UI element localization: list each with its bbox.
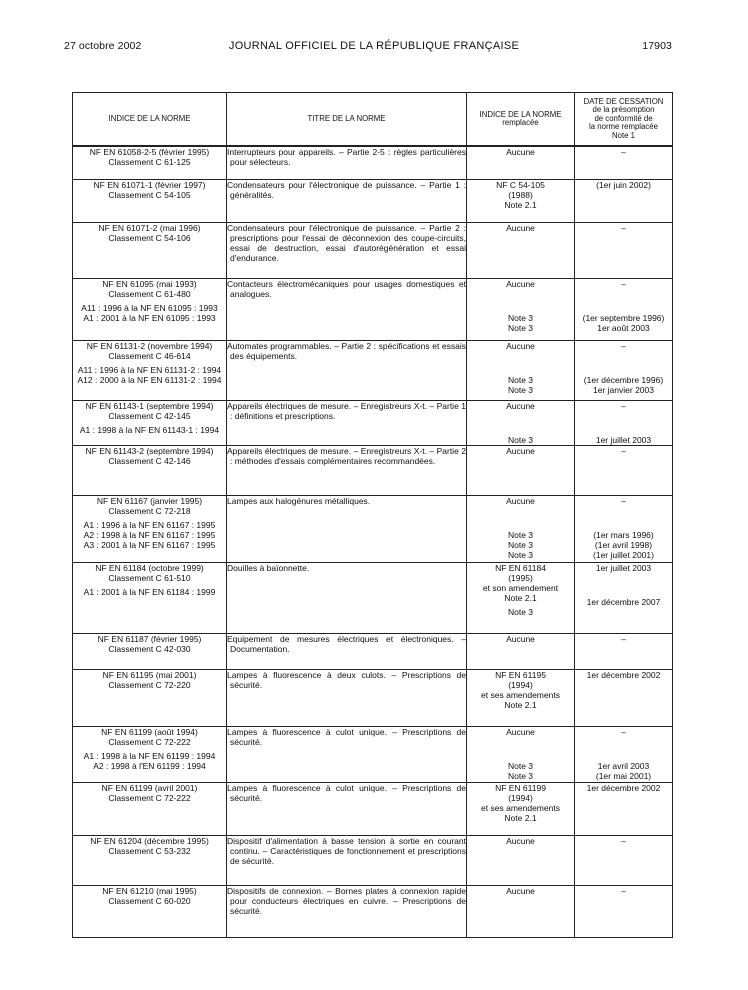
norm-index-cell: [73, 633, 227, 669]
norm-index-line: Classement C 72-218: [108, 505, 191, 516]
norm-index-line: NF EN 61143-2 (septembre 1994): [85, 445, 214, 456]
replaced-amendment-line: Note 3: [507, 312, 534, 323]
norm-title-cell: [227, 726, 467, 782]
replaced-line: et son amendement: [482, 582, 559, 593]
norm-index-line: NF EN 61187 (février 1995): [97, 633, 202, 644]
replaced-line: (1995): [508, 572, 533, 583]
norm-title-cell: [227, 222, 467, 278]
replaced-line: Note 2.1: [504, 812, 537, 823]
replaced-line: (1988): [508, 189, 533, 200]
replaced-amendment-line: Note 3: [507, 770, 534, 781]
norm-index-cell: [73, 885, 227, 937]
norm-title: Condensateurs pour l'électronique de puissance. – Partie 2 : prescriptions pour l'essai de déconnexion des coupe-circuits, essai de destruction, essai d'autorégénération et essai d'endurance.: [227, 222, 466, 263]
norm-index-cell: [73, 222, 227, 278]
table-row: [73, 340, 673, 400]
norm-index-line: Classement C 60-020: [108, 895, 191, 906]
replaced-line: NF C 54-105: [496, 179, 545, 190]
amendment-line: A1 : 1998 à la NF EN 61199 : 1994: [83, 750, 216, 761]
replaced-norm-cell: [467, 222, 575, 278]
table-row: [73, 782, 673, 835]
replaced-line: Aucune: [506, 278, 535, 289]
norm-index-line: Classement C 54-106: [108, 232, 191, 243]
date-line: –: [621, 633, 626, 644]
replaced-norm-cell: [467, 445, 575, 495]
norm-index-line: NF EN 61199 (avril 2001): [101, 782, 198, 793]
norm-title-cell: [227, 633, 467, 669]
replaced-amendment-line: Note 3: [507, 539, 534, 550]
date-amendment-line: 1er janvier 2003: [593, 384, 654, 395]
replaced-line: et ses amendements: [481, 802, 560, 813]
norm-title: Lampes à fluorescence à culot unique. – Prescriptions de sécurité.: [227, 782, 466, 803]
col-header-replaced: INDICE DE LA NORME remplacée: [467, 93, 575, 147]
norm-index-line: Classement C 42-030: [108, 643, 191, 654]
cessation-date-cell: [575, 445, 673, 495]
norm-title-cell: [227, 885, 467, 937]
norm-index-cell: [73, 562, 227, 633]
norm-index-line: NF EN 61167 (janvier 1995): [96, 495, 203, 506]
replaced-amendment-line: Note 3: [507, 606, 534, 617]
table-row: [73, 835, 673, 885]
cessation-date-cell: [575, 278, 673, 340]
norm-title: Lampes à fluorescence à deux culots. – Prescriptions de sécurité.: [227, 669, 466, 690]
amendment-line: A1 : 2001 à la NF EN 61184 : 1999: [83, 586, 216, 597]
table-row: [73, 445, 673, 495]
cessation-date-cell: [575, 340, 673, 400]
amendment-line: A2 : 1998 à l'EN 61199 : 1994: [93, 760, 206, 771]
amendment-line: A1 : 1998 à la NF EN 61143-1 : 1994: [79, 424, 220, 435]
date-amendment-line: 1er avril 2003: [597, 760, 650, 771]
norm-title: Interrupteurs pour appareils. – Partie 2-5 : règles particulières pour sélecteurs.: [227, 147, 466, 167]
norm-index-line: NF EN 61204 (décembre 1995): [90, 835, 209, 846]
cessation-date-cell: [575, 495, 673, 562]
norm-index-cell: [73, 400, 227, 445]
replaced-line: Note 2.1: [504, 592, 537, 603]
table-row: [73, 278, 673, 340]
replaced-line: Note 2.1: [504, 199, 537, 210]
norm-index-line: NF EN 61058-2-5 (février 1995): [89, 147, 210, 157]
norm-index-cell: [73, 340, 227, 400]
norm-index-cell: [73, 782, 227, 835]
norm-title-cell: [227, 340, 467, 400]
norm-title: Dispositif d'alimentation à basse tension à sortie en courant continu. – Caractéristiques de fonctionnement et prescriptions de sécurité.: [227, 835, 466, 866]
replaced-line: Aucune: [506, 445, 535, 456]
norm-index-line: Classement C 46-614: [108, 350, 191, 361]
replaced-norm-cell: [467, 278, 575, 340]
norm-index-line: Classement C 54-105: [108, 189, 191, 200]
cessation-date-cell: [575, 726, 673, 782]
norm-title: Appareils électriques de mesure. – Enregistreurs X-t. – Partie 1 : définitions et prescriptions.: [227, 400, 466, 421]
norm-title: Dispositifs de connexion. – Bornes plates à connexion rapide pour conducteurs électriques en cuivre. – Prescriptions de sécurité.: [227, 885, 466, 916]
replaced-line: (1994): [508, 679, 533, 690]
norm-index-cell: [73, 445, 227, 495]
replaced-amendment-line: Note 3: [507, 322, 534, 333]
date-line: 1er décembre 2002: [586, 669, 661, 680]
norm-index-line: NF EN 61184 (octobre 1999): [95, 562, 204, 573]
date-amendment-line: 1er décembre 2007: [586, 596, 661, 607]
date-amendment-line: (1er avril 1998): [594, 539, 653, 550]
norm-title-cell: [227, 400, 467, 445]
norm-index-line: NF EN 61199 (août 1994): [101, 726, 198, 737]
norm-title-cell: [227, 179, 467, 222]
norm-title: Lampes aux halogénures métalliques.: [227, 495, 371, 506]
date-amendment-line: 1er juillet 2003: [595, 434, 652, 445]
norm-title: Condensateurs pour l'électronique de puissance. – Partie 1 : généralités.: [227, 179, 466, 200]
date-amendment-line: (1er mars 1996): [593, 529, 654, 540]
replaced-norm-cell: [467, 885, 575, 937]
replaced-norm-cell: [467, 146, 575, 179]
header-date: 27 octobre 2002: [64, 40, 142, 52]
date-line: –: [621, 340, 626, 351]
table-row: [73, 146, 673, 179]
table-row: [73, 495, 673, 562]
norm-title: Douilles à baïonnette.: [227, 562, 310, 573]
replaced-amendment-line: Note 3: [507, 374, 534, 385]
norm-index-line: Classement C 42-146: [108, 455, 191, 466]
cessation-date-cell: [575, 633, 673, 669]
replaced-line: Aucune: [506, 885, 535, 896]
norm-index-cell: [73, 179, 227, 222]
date-line: –: [621, 885, 626, 896]
replaced-norm-cell: [467, 782, 575, 835]
table-row: [73, 562, 673, 633]
norm-title: Contacteurs électromécaniques pour usages domestiques et analogues.: [227, 278, 466, 299]
replaced-line: NF EN 61195: [495, 669, 546, 680]
norm-title: Appareils électriques de mesure. – Enregistreurs X-t. – Partie 2 : méthodes d'essais complémentaires recommandées.: [227, 445, 466, 466]
norm-title: Lampes à fluorescence à culot unique. – Prescriptions de sécurité.: [227, 726, 466, 747]
date-line: –: [621, 835, 626, 846]
norm-index-line: Classement C 53-232: [108, 845, 191, 856]
cessation-date-cell: [575, 562, 673, 633]
amendment-line: A1 : 1996 à la NF EN 61167 : 1995: [83, 519, 216, 530]
table-row: [73, 400, 673, 445]
date-amendment-line: (1er juillet 2001): [593, 549, 654, 560]
cessation-date-cell: [575, 885, 673, 937]
date-amendment-line: 1er août 2003: [597, 322, 650, 333]
norm-index-line: NF EN 61195 (mai 2001): [102, 669, 197, 680]
cessation-date-cell: [575, 400, 673, 445]
replaced-line: Aucune: [506, 726, 535, 737]
date-line: –: [621, 495, 626, 506]
norm-index-line: Classement C 61-510: [108, 572, 191, 583]
norm-index-line: Classement C 42-145: [108, 410, 191, 421]
cessation-date-cell: [575, 835, 673, 885]
replaced-norm-cell: [467, 633, 575, 669]
norms-table: [72, 92, 673, 938]
norm-title-cell: [227, 562, 467, 633]
amendment-line: A11 : 1996 à la NF EN 61095 : 1993: [81, 302, 218, 313]
replaced-line: NF EN 61199: [495, 782, 546, 793]
norm-title: Equipement de mesures électriques et électroniques. – Documentation.: [227, 633, 466, 654]
replaced-line: Aucune: [506, 222, 535, 233]
norm-index-line: NF EN 61095 (mai 1993): [102, 278, 197, 289]
replaced-line: Aucune: [506, 633, 535, 644]
norm-title-cell: [227, 669, 467, 726]
date-line: –: [621, 278, 626, 289]
replaced-line: (1994): [508, 792, 533, 803]
date-line: –: [621, 400, 626, 411]
date-line: (1er juin 2002): [596, 179, 651, 190]
replaced-amendment-line: Note 3: [507, 760, 534, 771]
replaced-norm-cell: [467, 495, 575, 562]
norm-title-cell: [227, 445, 467, 495]
replaced-amendment-line: Note 3: [507, 434, 534, 445]
col-header-date: DATE DE CESSATION de la présomption de conformité de la norme remplacée Note 1: [575, 93, 673, 147]
norm-index-line: Classement C 72-222: [108, 736, 191, 747]
replaced-line: Aucune: [506, 340, 535, 351]
norm-index-line: Classement C 61-480: [108, 288, 191, 299]
norm-index-cell: [73, 146, 227, 179]
norm-index-line: NF EN 61071-1 (février 1997): [93, 179, 206, 190]
table-row: [73, 222, 673, 278]
norm-title-cell: [227, 278, 467, 340]
replaced-line: Note 2.1: [504, 699, 537, 710]
cessation-date-cell: [575, 669, 673, 726]
replaced-amendment-line: Note 3: [507, 529, 534, 540]
norm-index-line: NF EN 61071-2 (mai 1996): [98, 222, 201, 233]
amendment-line: A12 : 2000 à la NF EN 61131-2 : 1994: [77, 374, 222, 385]
norm-title-cell: [227, 146, 467, 179]
norm-index-cell: [73, 278, 227, 340]
replaced-norm-cell: [467, 562, 575, 633]
norm-title-cell: [227, 495, 467, 562]
norm-title-cell: [227, 835, 467, 885]
replaced-line: Aucune: [506, 495, 535, 506]
table-header-row: [73, 93, 673, 147]
replaced-line: NF EN 61184: [495, 562, 546, 573]
norm-index-cell: [73, 669, 227, 726]
table-body: [73, 146, 673, 937]
norm-index-line: Classement C 72-222: [108, 792, 191, 803]
cessation-date-cell: [575, 179, 673, 222]
norm-index-line: NF EN 61210 (mai 1995): [102, 885, 197, 896]
date-amendment-line: (1er septembre 1996): [582, 312, 665, 323]
norm-title-cell: [227, 782, 467, 835]
replaced-line: et ses amendements: [481, 689, 560, 700]
date-line: –: [621, 726, 626, 737]
norm-index-line: Classement C 72-220: [108, 679, 191, 690]
norm-index-cell: [73, 726, 227, 782]
date-line: –: [621, 222, 626, 233]
col-header-title: TITRE DE LA NORME: [227, 93, 467, 147]
table-row: [73, 633, 673, 669]
norm-index-line: NF EN 61143-1 (septembre 1994): [85, 400, 214, 411]
date-amendment-line: (1er décembre 1996): [583, 374, 664, 385]
col-header-index: INDICE DE LA NORME: [73, 93, 227, 147]
replaced-norm-cell: [467, 179, 575, 222]
replaced-amendment-line: Note 3: [507, 384, 534, 395]
amendment-line: A11 : 1996 à la NF EN 61131-2 : 1994: [77, 364, 222, 375]
date-amendment-line: (1er mai 2001): [595, 770, 652, 781]
norm-index-line: Classement C 61-125: [108, 157, 191, 167]
replaced-norm-cell: [467, 400, 575, 445]
cessation-date-cell: [575, 146, 673, 179]
norm-index-line: NF EN 61131-2 (novembre 1994): [86, 340, 213, 351]
norm-index-cell: [73, 495, 227, 562]
replaced-norm-cell: [467, 835, 575, 885]
replaced-norm-cell: [467, 726, 575, 782]
amendment-line: A1 : 2001 à la NF EN 61095 : 1993: [83, 312, 216, 323]
replaced-line: Aucune: [506, 147, 535, 157]
table-row: [73, 669, 673, 726]
journal-title: JOURNAL OFFICIEL DE LA RÉPUBLIQUE FRANÇAISE: [228, 40, 520, 52]
page-number: 17903: [642, 40, 672, 52]
cessation-date-cell: [575, 782, 673, 835]
date-line: 1er juillet 2003: [595, 562, 652, 573]
norm-index-cell: [73, 835, 227, 885]
norm-title: Automates programmables. – Partie 2 : spécifications et essais des équipements.: [227, 340, 466, 361]
cessation-date-cell: [575, 222, 673, 278]
table-row: [73, 179, 673, 222]
amendment-line: A3 : 2001 à la NF EN 61167 : 1995: [83, 539, 216, 550]
table-row: [73, 726, 673, 782]
replaced-norm-cell: [467, 669, 575, 726]
table-row: [73, 885, 673, 937]
replaced-line: Aucune: [506, 400, 535, 411]
replaced-amendment-line: Note 3: [507, 549, 534, 560]
replaced-line: Aucune: [506, 835, 535, 846]
replaced-norm-cell: [467, 340, 575, 400]
amendment-line: A2 : 1998 à la NF EN 61167 : 1995: [83, 529, 216, 540]
date-line: 1er décembre 2002: [586, 782, 661, 793]
date-line: –: [621, 445, 626, 456]
date-line: –: [621, 147, 626, 157]
